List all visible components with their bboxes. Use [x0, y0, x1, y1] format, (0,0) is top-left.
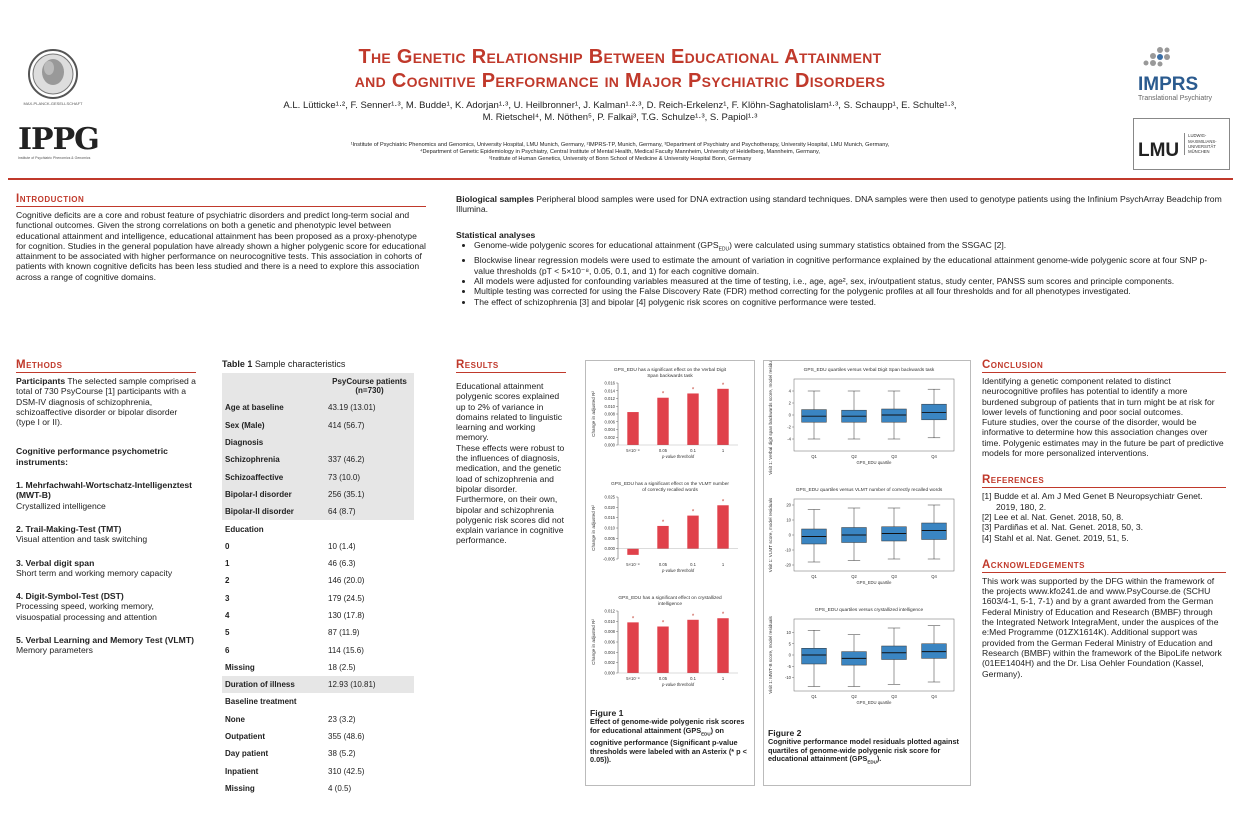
significance-asterisk: * [631, 616, 635, 623]
table-row-value: 256 (35.1) [325, 486, 414, 503]
table-row-value: 12.93 (10.81) [325, 676, 414, 693]
chart-title: GPS_EDU has a significant effect on the VLMT number [611, 482, 729, 487]
methods-section [16, 359, 196, 656]
x-tick-label: 5×10⁻⁸ [626, 562, 640, 567]
y-axis-label: Change in adjusted R² [591, 391, 596, 437]
table-row [222, 486, 414, 503]
affiliations [170, 142, 1070, 163]
figure1-caption: Effect of genome-wide polygenic risk scores for educational attainment $(GPS_{EDU})$ on cognitive performance (Significant p-value thresholds were labeled with an Asterix (* p < 0.05)). [590, 717, 747, 765]
y-tick-label: 0.004 [604, 649, 615, 655]
table-row [222, 572, 414, 589]
reference-item: [1] Budde et al. Am J Med Genet B Neuropsychiatr Genet. 2019, 180, 2. [982, 491, 1203, 512]
ippg-caption: Institute of Psychiatric Phenomics & Genomics [18, 156, 91, 160]
results-section [456, 359, 566, 546]
table-row-value [325, 693, 414, 710]
table-row-value: 4 (0.5) [328, 783, 352, 793]
chart-title: GPS_EDU quartiles versus VLMT number of correctly recalled words [795, 488, 943, 493]
table-row-value: 114 (15.6) [328, 645, 364, 655]
x-tick-label: Q4 [931, 574, 937, 579]
title-line-2: and Cognitive Performance in Major Psychiatric Disorders [354, 70, 886, 92]
chart-title: intelligence [657, 602, 683, 607]
bar [687, 516, 698, 549]
box [922, 523, 947, 540]
y-tick-label: 0.010 [604, 618, 615, 624]
introduction-section [16, 193, 426, 282]
chart-title: GPS_EDU has a significant effect on crystallized [618, 596, 722, 601]
y-tick-label: 0.010 [604, 403, 615, 409]
y-tick-label: 0.025 [604, 494, 615, 500]
conclusion-text-1: Identifying a genetic component related to distinct neurocognitive profiles has potential to identify a more burdened subgroup of patients that in turn might be at risk for lower levels of functioning and poor social outcomes. [982, 376, 1215, 417]
x-tick-label: 1 [721, 448, 725, 453]
authors-line-1: A.L. Lütticke¹·², F. Senner¹·³, M. Budde¹, K. Adorjan¹·³, U. Heilbronner¹, J. Kalman¹·²·³, D. Reich-Erkelenz¹, F. Klöhn-Saghatolislam¹·³, S. Schaupp¹, E. Schulte¹·³, [283, 100, 957, 111]
imprs-caption: Translational Psychiatry [1138, 95, 1213, 102]
references-heading: References [982, 474, 1226, 488]
table-row-label: Schizophrenia [222, 451, 325, 468]
y-axis-label: Change in adjusted R² [591, 619, 596, 665]
statistical-heading: Statistical analyses [456, 230, 536, 240]
table1-caption-text: Sample characteristics [252, 359, 346, 369]
methods-heading: Methods [16, 359, 196, 373]
ippg-logo [18, 122, 99, 164]
table-row-value: 337 (46.2) [325, 451, 414, 468]
table-row [222, 693, 414, 710]
lmu-logo-text: LMU [1138, 140, 1180, 161]
header-divider [8, 178, 1233, 180]
reference-item: [3] Pardiñas et al. Nat. Genet. 2018, 50, 3. [982, 522, 1143, 533]
y-tick-label: -20 [784, 562, 791, 568]
instrument-desc: Short term and working memory capacity [16, 567, 173, 578]
affil-line-2: ⁴Department of Genetic Epidemiology in Psychiatry, Central Institute of Mental Health, Medical Faculty Mannheim, University of Heidelberg, Mannheim, Germany, [420, 149, 820, 155]
table-row-label: Duration of illness [222, 676, 325, 693]
instrument-1 [16, 480, 196, 511]
instrument-name: 5. Verbal Learning and Memory Test (VLMT) [16, 635, 194, 646]
x-axis-label: p-value threshold [661, 682, 695, 687]
y-tick-label: 0.014 [604, 388, 615, 394]
conclusion-text-2: Future studies, over the course of the disorder, would be informative to determine how this association changes over time. Polygenic estimates may in the future be part of predictive models for more personalized interventions. [982, 417, 1224, 459]
authors-line-2: M. Rietschel⁴, M. Nöthen⁵, P. Falkai³, T.G. Schulze¹·³, S. Papiol¹·³ [482, 112, 758, 123]
statistical-item: • The effect of schizophrenia [3] and bipolar [4] polygenic risk scores on cognitive performance were tested. [474, 297, 1226, 307]
x-tick-label: Q3 [891, 574, 897, 579]
instrument-desc: Memory parameters [16, 645, 93, 656]
y-tick-label: 0.010 [604, 525, 615, 531]
y-axis-label: Visit 1: MWT-B score, model residuals [768, 616, 773, 694]
y-tick-label: 0.002 [604, 660, 615, 666]
x-tick-label: 5×10⁻⁸ [626, 676, 640, 681]
bar [627, 549, 638, 555]
table-row [222, 607, 414, 624]
table-row [222, 590, 414, 607]
y-tick-label: 2 [788, 400, 791, 406]
table-row-label: Baseline treatment [225, 697, 297, 707]
table-row-value: 23 (3.2) [328, 714, 356, 724]
instruments-heading: Cognitive performance psychometric instruments: [16, 446, 168, 467]
x-tick-label: Q1 [811, 694, 817, 699]
instrument-name: 4. Digit-Symbol-Test (DST) [16, 591, 124, 602]
x-tick-label: 5×10⁻⁸ [626, 448, 640, 453]
chart-title: of correctly recalled words [642, 488, 698, 493]
y-tick-label: 0.012 [604, 608, 615, 614]
affil-line-1: ¹Institute of Psychiatric Phenomics and Genomics, University Hospital, LMU Munich, Germany, ²IMPRS-TP, Munich, Germany, ³Department of Psychiatry and Psychotherapy, University Hospital, LMU Munich, Germany, [350, 142, 890, 148]
table-row-label: 6 [225, 645, 230, 655]
bar [627, 622, 638, 673]
statistical-list [456, 240, 1226, 307]
significance-asterisk: * [661, 391, 665, 398]
instrument-5 [16, 635, 196, 656]
table-row-label: Inpatient [225, 766, 259, 776]
y-tick-label: 0.006 [604, 419, 615, 425]
participants-label: Participants [16, 376, 66, 386]
y-tick-label: 0.000 [604, 670, 615, 676]
x-tick-label: 0.1 [690, 676, 696, 681]
statistical-item: • Genome-wide polygenic scores for educational attainment $(GPS_{EDU})$ were calculated using summary statistics obtained from the SSGAC [2]. [474, 240, 1226, 255]
bar [657, 526, 668, 549]
y-tick-label: 10 [786, 517, 791, 523]
imprs-logo [1138, 46, 1228, 106]
table-row-label: None [225, 714, 245, 724]
box [882, 409, 907, 422]
y-tick-label: -10 [784, 675, 791, 680]
y-tick-label: -2 [787, 424, 791, 430]
significance-asterisk: * [721, 382, 725, 389]
mpg-caption: MAX-PLANCK-GESELLSCHAFT [23, 101, 83, 106]
poster-title [180, 45, 1060, 93]
table-row [222, 417, 414, 434]
y-tick-label: 0.020 [604, 504, 615, 510]
bar [687, 620, 698, 673]
reference-item: [4] Stahl et al. Nat. Genet. 2019, 51, 5. [982, 532, 1129, 543]
significance-asterisk: * [721, 612, 725, 619]
significance-asterisk: * [691, 387, 695, 394]
table-header-cell: PsyCourse patients (n=730) [325, 373, 414, 399]
x-tick-label: 1 [721, 562, 725, 567]
y-axis-label: Visit 1: VLMT score, model residuals [768, 497, 773, 573]
x-axis-label: GPS_EDU quartile [856, 460, 892, 465]
table-row-label: Missing [225, 783, 255, 793]
y-tick-label: 0.006 [604, 639, 615, 645]
instrument-2 [16, 524, 196, 545]
figure2-label: Figure 2 [768, 728, 802, 738]
table-row-label: Bipolar-II disorder [222, 503, 325, 520]
table-row-label: 5 [225, 628, 230, 638]
table-row [222, 503, 414, 520]
chart-title: GPS_EDU quartiles versus Verbal Digit Span backwards task [803, 368, 935, 373]
table-row-label: Education [225, 524, 264, 534]
instrument-name: 3. Verbal digit span [16, 557, 95, 568]
table-row [222, 728, 414, 745]
lmu-logo [1133, 118, 1230, 170]
bar [687, 393, 698, 445]
x-axis-label: p-value threshold [661, 568, 695, 573]
table-row [222, 538, 414, 555]
figure2-panel [763, 360, 971, 786]
y-tick-label: 0.016 [604, 380, 615, 386]
table1-container [222, 359, 414, 797]
table-row-label: 1 [225, 559, 230, 569]
table-row [222, 780, 414, 797]
references-list [982, 491, 1226, 542]
table-row-value [325, 520, 414, 537]
mpg-seal-icon [22, 46, 84, 108]
x-axis-label: p-value threshold [661, 454, 695, 459]
table-row-value: 146 (20.0) [328, 576, 365, 586]
significance-asterisk: * [661, 519, 665, 526]
table-header-row [222, 373, 414, 399]
table-row-label: Day patient [225, 749, 269, 759]
significance-asterisk: * [721, 499, 725, 506]
acknowledgements-text: This work was supported by the DFG within the framework of the projects www.kfo241.de and www.PsyCourse.de (SCHU 1603/4-1, 5-1, 7-1) and by a grant awarded from the German Federal Ministry of Education and Research (BMBF) through the Integrated Network IntegraMent, under the auspices of the e:Med Programme (01ZX1614K). Additional support was provided from the German Federal Ministry of Education and Research (BMBF) within the framework of the BipoLife network (01EE1404H) and the Dr. Lisa Oehler Foundation (Kassel, Germany). [982, 575, 1222, 679]
participants-text: The selected sample comprised a total of 730 PsyCourse [1] participants with a DSM-IV diagnosis of schizophrenia, schizoaffective disorder or bipolar disorder (type I or II). [16, 376, 196, 428]
x-tick-label: Q2 [851, 454, 857, 459]
instrument-desc: Visual attention and task switching [16, 534, 148, 545]
table-row-value [325, 434, 414, 451]
x-axis-label: GPS_EDU quartile [856, 580, 892, 585]
box [922, 644, 947, 659]
table-row-value: 355 (48.6) [328, 732, 365, 742]
bar [717, 505, 728, 548]
y-tick-label: 0 [788, 412, 791, 418]
y-tick-label: 0.002 [604, 434, 615, 440]
mpg-logo [22, 46, 84, 108]
table1-caption [222, 359, 414, 369]
y-tick-label: 0.012 [604, 396, 615, 401]
table-row [222, 399, 414, 416]
results-heading: Results [456, 359, 566, 373]
instrument-desc: Processing speed, working memory, visuospatial processing and attention [16, 601, 157, 622]
table-row-value: 414 (56.7) [325, 417, 414, 434]
statistical-analyses [456, 230, 1226, 307]
affil-line-3: ⁵Institute of Human Genetics, University of Bonn School of Medicine & University Hospital Bonn, Germany [488, 156, 752, 162]
table-row-value: 64 (8.7) [325, 503, 414, 520]
x-tick-label: Q2 [851, 574, 857, 579]
y-tick-label: -10 [784, 547, 791, 553]
acknowledgements-heading: Acknowledgements [982, 559, 1226, 573]
x-tick-label: Q4 [931, 694, 937, 699]
y-tick-label: 0.000 [604, 546, 615, 552]
results-text-1: Educational attainment polygenic scores explained up to 2% of variance in domains related to linguistic learning and working memory. [456, 381, 563, 443]
participants-paragraph [16, 376, 196, 427]
biological-samples [456, 194, 1226, 215]
chart-title: GPS_EDU quartiles versus crystallized intelligence [814, 608, 924, 613]
instrument-name: 1. Mehrfachwahl-Wortschatz-Intelligenztest (MWT-B) [16, 480, 193, 501]
chart-title: Span backwards task [647, 374, 693, 379]
x-tick-label: 1 [721, 676, 725, 681]
biological-text: Peripheral blood samples were used for DNA extraction using standard techniques. DNA samples were then used to genotype patients using the Infinium PsychArray Beadchip from Illumina. [456, 194, 1222, 215]
y-tick-label: 0.004 [604, 427, 615, 432]
table-row-value: 46 (6.3) [328, 559, 356, 569]
table-row-label: 3 [225, 593, 230, 603]
significance-asterisk: * [691, 613, 695, 620]
table-row-value: 87 (11.9) [328, 628, 360, 638]
y-tick-label: 20 [786, 502, 791, 508]
results-text-2: These effects were robust to the influences of diagnosis, medication, and the genetic load of schizophrenia and bipolar disorder. Furthermore, on their own, bipolar and schizophrenia polygenic risk scores did not explain variance in cognitive performance. [456, 442, 565, 546]
table-row [222, 451, 414, 468]
bar [717, 389, 728, 445]
instrument-desc: Crystallized intelligence [16, 500, 106, 511]
y-tick-label: 10 [786, 630, 791, 635]
biological-label: Biological samples [456, 194, 534, 204]
lmu-caption: LUDWIG-MAXIMILIANS-UNIVERSITÄT MÜNCHEN [1184, 133, 1224, 155]
table-row [222, 520, 414, 537]
table-row [222, 711, 414, 728]
y-tick-label: -0.005 [603, 556, 615, 562]
introduction-heading: Introduction [16, 193, 426, 207]
statistical-item: • Multiple testing was corrected for using the False Discovery Rate (FDR) method correcting for the polygenic profiles at all four thresholds and for all phenotypes investigated. [474, 286, 1226, 296]
x-tick-label: Q1 [811, 454, 817, 459]
table-row [222, 745, 414, 762]
author-list [120, 100, 1120, 124]
bar [657, 627, 668, 674]
statistical-item: • All models were adjusted for confounding variables measured at the time of testing, i.e., age, age², sex, in/outpatient status, study center, PANSS sum scores and principle components. [474, 276, 1226, 286]
x-tick-label: 0.05 [658, 562, 668, 567]
y-tick-label: 0 [788, 652, 791, 658]
table-row-value: 18 (2.5) [328, 662, 356, 672]
y-tick-label: 5 [788, 641, 791, 647]
imprs-dots-icon [1138, 46, 1198, 68]
y-tick-label: -4 [787, 436, 791, 442]
table-row-label: 2 [225, 576, 230, 586]
table-row-value: 73 (10.0) [325, 468, 414, 485]
table1-caption-bold: Table 1 [222, 359, 253, 369]
table-row-value: 43.19 (13.01) [325, 399, 414, 416]
box [922, 404, 947, 420]
table-row-label: Sex (Male) [222, 417, 325, 434]
table-row-label: Bipolar-I disorder [222, 486, 325, 503]
table-row-label: 4 [225, 611, 230, 620]
bar [627, 412, 638, 445]
y-tick-label: 0 [788, 532, 791, 538]
box [802, 648, 827, 664]
imprs-logo-text: IMPRS [1138, 74, 1199, 95]
bar [657, 398, 668, 445]
ippg-logo-text: IPPG [18, 122, 99, 157]
chart-title: GPS_EDU has a significant effect on the Verbal Digit [613, 368, 727, 373]
conclusion-heading: Conclusion [982, 359, 1226, 373]
y-tick-label: 0.005 [604, 535, 615, 541]
statistical-item: • Blockwise linear regression models were used to estimate the amount of variation in cognitive performance explained by the educational attainment genome-wide polygenic score at four SNP p-value thresholds (pT < 5×10⁻⁸, 0.05, 0.1, and 1) for each cognitive domain. [474, 255, 1226, 276]
x-tick-label: Q4 [931, 454, 937, 459]
table-row [222, 763, 414, 780]
table-row-value: 10 (1.4) [328, 541, 356, 551]
table-row-label: Outpatient [225, 732, 265, 742]
table-row [222, 468, 414, 485]
figure1-charts [586, 361, 754, 701]
table-row-label: Age at baseline [222, 399, 325, 416]
instrument-name: 2. Trail-Making-Test (TMT) [16, 523, 122, 534]
table-row-label: Schizoaffective [222, 468, 325, 485]
conclusion-section [982, 359, 1226, 679]
x-tick-label: 0.05 [658, 676, 668, 681]
y-tick-label: 0.008 [604, 629, 615, 635]
x-axis-label: GPS_EDU quartile [856, 700, 892, 705]
y-tick-label: 0.015 [604, 515, 615, 521]
x-tick-label: Q1 [811, 574, 817, 579]
bar [717, 618, 728, 673]
table-row-value: 310 (42.5) [328, 766, 365, 776]
figure1-panel [585, 360, 755, 786]
title-line-1: The Genetic Relationship Between Educational Attainment [358, 46, 882, 68]
x-tick-label: 0.1 [690, 448, 696, 453]
figure1-label: Figure 1 [590, 708, 624, 718]
table-header-empty [222, 373, 325, 399]
x-tick-label: 0.1 [690, 562, 696, 567]
table-row-value: 130 (17.8) [328, 611, 365, 620]
x-tick-label: 0.05 [658, 448, 668, 453]
y-tick-label: -5 [787, 663, 791, 669]
table-row-value: 179 (24.5) [328, 593, 365, 603]
table-row-label: 0 [225, 541, 230, 551]
table1 [222, 373, 414, 797]
x-tick-label: Q2 [851, 694, 857, 699]
significance-asterisk: * [661, 620, 665, 627]
table-row-label: Diagnosis [222, 434, 325, 451]
y-axis-label: Visit 1: Verbal digit span backwards score, model residuals [768, 361, 773, 475]
instrument-4 [16, 591, 196, 622]
instrument-3 [16, 558, 196, 579]
introduction-text: Cognitive deficits are a core and robust feature of psychiatric disorders and predict long-term social and functional outcomes. Given the strong correlations on both a genetic and phenotypic level between educational attainment and intelligence, educational attainment has been proposed as a proxy-phenotype for cognition. Studies in the general population have already shown a higher polygenic score for educational attainment to be associated with higher performance on neurocognitive tests. This association in cohorts of patients with known cognitive deficits has been less studied and there is a need to explore this association across a range of cognitive domains. [16, 210, 426, 282]
table-row [222, 624, 414, 641]
table-row [222, 676, 414, 693]
y-axis-label: Change in adjusted R² [591, 505, 596, 551]
table-row-label: Missing [225, 662, 255, 672]
figure2-caption: Cognitive performance model residuals plotted against quartiles of genome-wide polygenic risk score for educational attainment $(GPS_{EDU})$. [768, 737, 959, 765]
y-tick-label: 0.008 [604, 411, 615, 417]
figure2-charts [764, 361, 970, 721]
table-row [222, 434, 414, 451]
x-tick-label: Q3 [891, 694, 897, 699]
table-row [222, 555, 414, 572]
reference-item: [2] Lee et al. Nat. Genet. 2018, 50, 8. [982, 511, 1124, 522]
table-row [222, 641, 414, 658]
x-tick-label: Q3 [891, 454, 897, 459]
table-row [222, 659, 414, 676]
y-tick-label: 0.000 [604, 442, 615, 448]
significance-asterisk: * [691, 509, 695, 516]
table-row-value: 38 (5.2) [328, 749, 356, 759]
y-tick-label: 4 [788, 388, 791, 394]
